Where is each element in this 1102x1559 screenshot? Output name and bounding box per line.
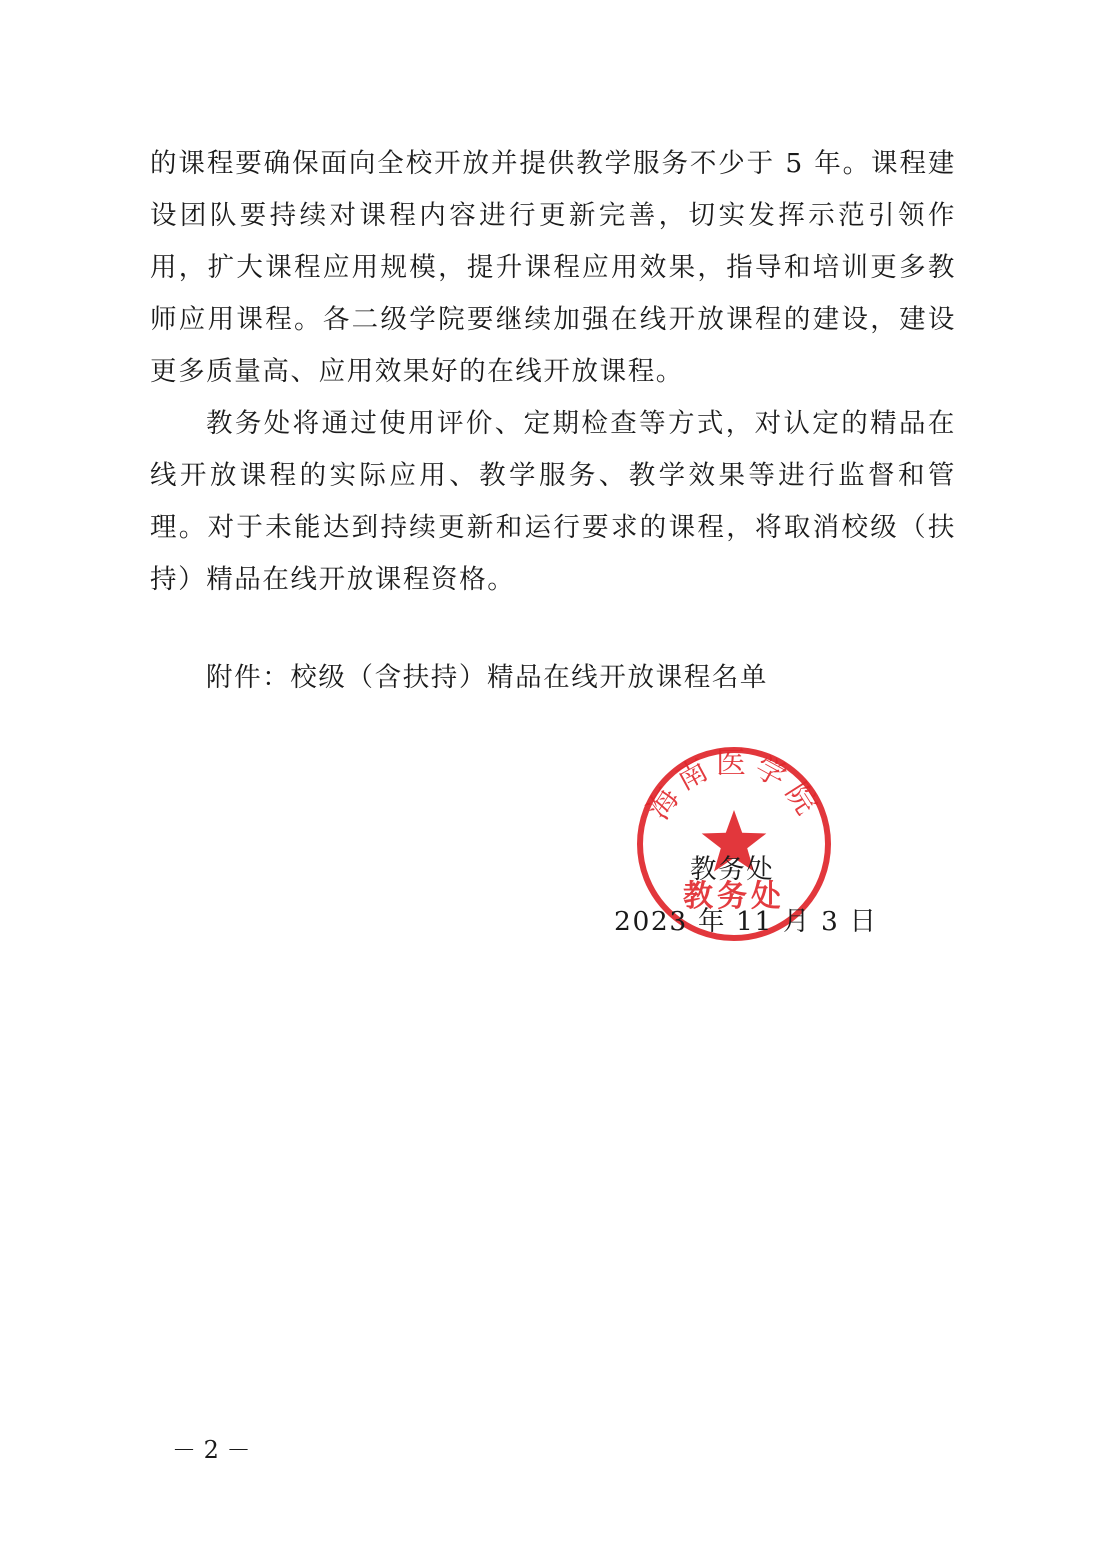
signature-date: 2023 年 11 月 3 日 — [614, 906, 878, 937]
body-paragraph-1: 的课程要确保面向全校开放并提供教学服务不少于 5 年。课程建设团队要持续对课程内容进行更新完善，切实发挥示范引领作用，扩大课程应用规模，提升课程应用效果，指导和培训更多教师应用课程。各二级学院要继续加强在线开放课程的建设，建设更多质量高、应用效果好的在线开放课程。 — [150, 148, 956, 387]
body-paragraph-2: 教务处将通过使用评价、定期检查等方式，对认定的精品在线开放课程的实际应用、教学服务、教学效果等进行监督和管理。对于未能达到持续更新和运行要求的课程，将取消校级（扶持）精品在线开放课程资格。 — [150, 408, 956, 595]
attachment-line: 附件：校级（含扶持）精品在线开放课程名单 — [206, 662, 768, 693]
seal-outer-text: 海南医学院 — [640, 746, 828, 826]
page-number: － 2 － — [172, 1436, 251, 1464]
document-body — [150, 138, 956, 606]
seal-inner-text: 教务处 — [683, 879, 785, 914]
signature-org: 教务处 — [690, 854, 775, 885]
